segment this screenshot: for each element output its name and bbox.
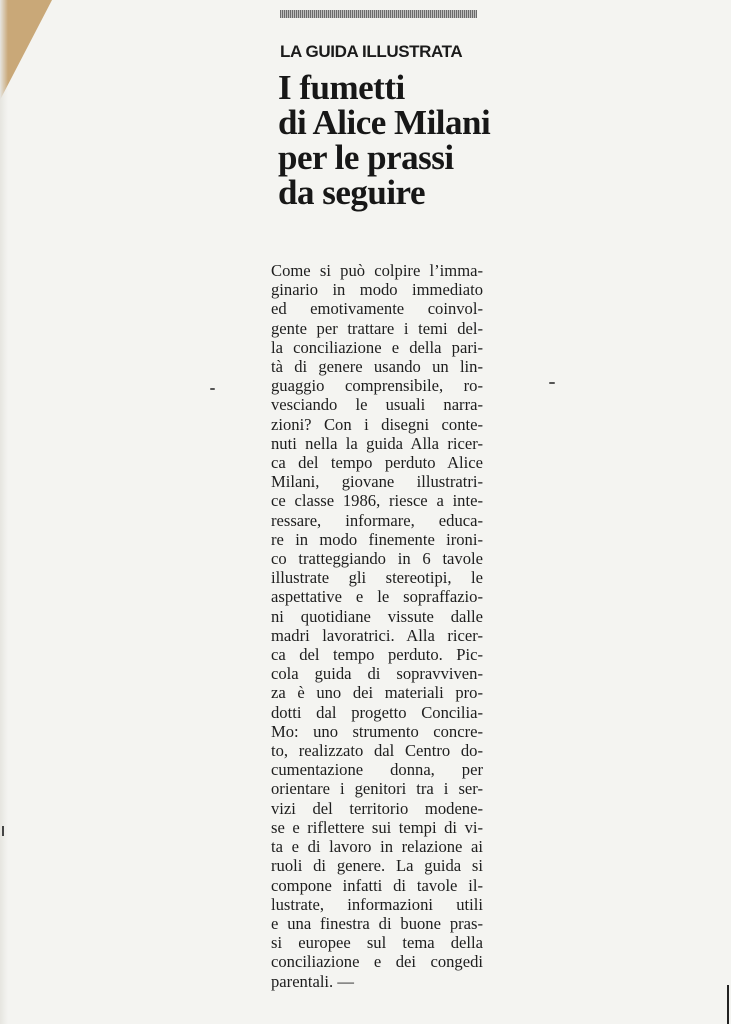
article-kicker: LA GUIDA ILLUSTRATA bbox=[280, 42, 463, 61]
body-line: dotti dal progetto Concilia- bbox=[271, 702, 483, 722]
body-line: ruoli di genere. La guida si bbox=[271, 856, 483, 876]
article-headline bbox=[278, 70, 490, 210]
body-line: orientare i genitori tra i ser- bbox=[271, 779, 483, 799]
body-line: Come si può colpire l’imma- bbox=[271, 261, 483, 280]
body-line: cola guida di sopravviven- bbox=[271, 664, 483, 684]
body-line: zioni? Con i disegni conte- bbox=[271, 414, 483, 434]
scan-mark-left bbox=[2, 826, 4, 836]
body-line: ta e di lavoro in relazione ai bbox=[271, 837, 483, 857]
body-line: cumentazione donna, per bbox=[271, 760, 483, 780]
body-line: aspettative e le sopraffazio- bbox=[271, 587, 483, 607]
scan-speck-right bbox=[549, 382, 555, 384]
body-line: si europee sul tema della bbox=[271, 933, 483, 953]
body-line: vesciando le usuali narra- bbox=[271, 395, 483, 415]
body-line: to, realizzato dal Centro do- bbox=[271, 741, 483, 761]
body-line: la conciliazione e della pari- bbox=[271, 337, 483, 357]
body-line: se e riflettere sui tempi di vi- bbox=[271, 817, 483, 837]
scan-speck-left bbox=[210, 388, 215, 390]
body-line: madri lavoratrici. Alla ricer- bbox=[271, 625, 483, 645]
body-line: gente per trattare i temi del- bbox=[271, 318, 483, 338]
body-line: conciliazione e dei congedi bbox=[271, 952, 483, 972]
body-line: re in modo finemente ironi- bbox=[271, 529, 483, 549]
body-line: nuti nella la guida Alla ricer- bbox=[271, 433, 483, 453]
body-line: Milani, giovane illustratri- bbox=[271, 472, 483, 492]
body-line: e una finestra di buone pras- bbox=[271, 913, 483, 933]
scan-edge bbox=[0, 0, 8, 1024]
scan-mark-right bbox=[727, 985, 729, 1024]
body-line: ginario in modo immediato bbox=[271, 280, 483, 300]
section-rule bbox=[280, 10, 477, 18]
headline-line: di Alice Milani bbox=[278, 103, 491, 142]
body-line: ressare, informare, educa- bbox=[271, 510, 483, 530]
headline-line: I fumetti bbox=[278, 68, 405, 107]
body-line: illustrate gli stereotipi, le bbox=[271, 568, 483, 588]
body-line: ce classe 1986, riesce a inte- bbox=[271, 491, 483, 511]
body-line: tà di genere usando un lin- bbox=[271, 357, 483, 377]
article-body bbox=[271, 261, 483, 991]
body-line: ni quotidiane vissute dalle bbox=[271, 606, 483, 626]
body-line: lustrate, informazioni utili bbox=[271, 894, 483, 914]
body-line: parentali. — bbox=[271, 971, 354, 991]
body-line: ed emotivamente coinvol- bbox=[271, 299, 483, 319]
body-line: compone infatti di tavole il- bbox=[271, 875, 483, 895]
body-line: ca del tempo perduto Alice bbox=[271, 453, 483, 473]
body-line: co tratteggiando in 6 tavole bbox=[271, 549, 483, 569]
body-line: Mo: uno strumento concre- bbox=[271, 721, 483, 741]
body-line: ca del tempo perduto. Pic- bbox=[271, 645, 483, 665]
headline-line: da seguire bbox=[278, 173, 425, 212]
body-line: vizi del territorio modene- bbox=[271, 798, 483, 818]
body-line: za è uno dei materiali pro- bbox=[271, 683, 483, 703]
headline-line: per le prassi bbox=[278, 138, 454, 177]
body-line: guaggio comprensibile, ro- bbox=[271, 376, 483, 396]
